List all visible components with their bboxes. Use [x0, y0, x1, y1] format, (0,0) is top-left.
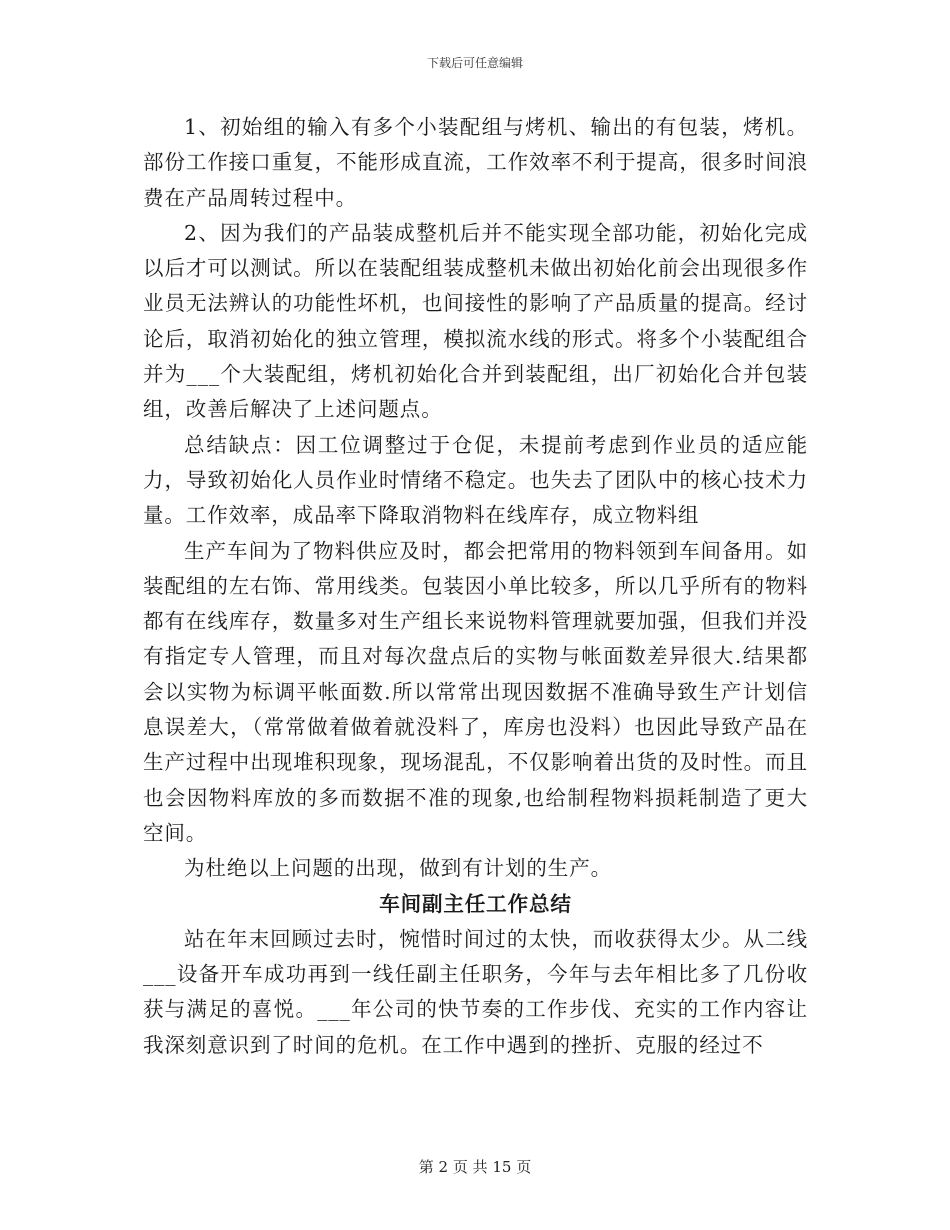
paragraph-2: 2、因为我们的产品装成整机后并不能实现全部功能，初始化完成以后才可以测试。所以在装配组装成整机未做出初始化前会出现很多作业员无法辨认的功能性坏机，也间接性的影响了产品质量的提高。经讨论后，取消初始化的独立管理，模拟流水线的形式。将多个小装配组合并为___个大装配组，烤机初始化合并到装配组，出厂初始化合并包装组，改善后解决了上述问题点。	[143, 220, 808, 422]
document-body	[143, 110, 808, 1063]
paragraph-4: 生产车间为了物料供应及时，都会把常用的物料领到车间备用。如装配组的左右饰、常用线类。包装因小单比较多，所以几乎所有的物料都有在线库存，数量多对生产组长来说物料管理就要加强，但我们并没有指定专人管理，而且对每次盘点后的实物与帐面数差异很大.结果都会以实物为标调平帐面数.所以常常出现因数据不准确导致生产计划信息误差大，（常常做着做着就没料了，库房也没料）也因此导致产品在生产过程中出现堆积现象，现场混乱，不仅影响着出货的及时性。而且也会因物料库放的多而数据不准的现象,也给制程物料损耗制造了更大空间。	[143, 538, 808, 845]
page-footer: 第 2 页 共 15 页	[418, 1158, 532, 1176]
section-title: 车间副主任工作总结	[379, 891, 572, 916]
paragraph-3: 总结缺点：因工位调整过于仓促，未提前考虑到作业员的适应能力，导致初始化人员作业时情绪不稳定。也失去了团队中的核心技术力量。工作效率，成品率下降取消物料在线库存，成立物料组	[143, 432, 808, 528]
paragraph-5: 为杜绝以上问题的出现，做到有计划的生产。	[184, 856, 612, 881]
paragraph-1: 1、初始组的输入有多个小装配组与烤机、输出的有包装，烤机。部份工作接口重复，不能形成直流，工作效率不利于提高，很多时间浪费在产品周转过程中。	[143, 115, 808, 210]
section-paragraph-1: 站在年末回顾过去时，惋惜时间过的太快，而收获得太少。从二线___设备开车成功再到一线任副主任职务，今年与去年相比多了几份收获与满足的喜悦。___年公司的快节奏的工作步伐、充实的工作内容让我深刻意识到了时间的危机。在工作中遇到的挫折、克服的经过不	[143, 926, 808, 1057]
page-header: 下载后可任意编辑	[426, 56, 523, 70]
